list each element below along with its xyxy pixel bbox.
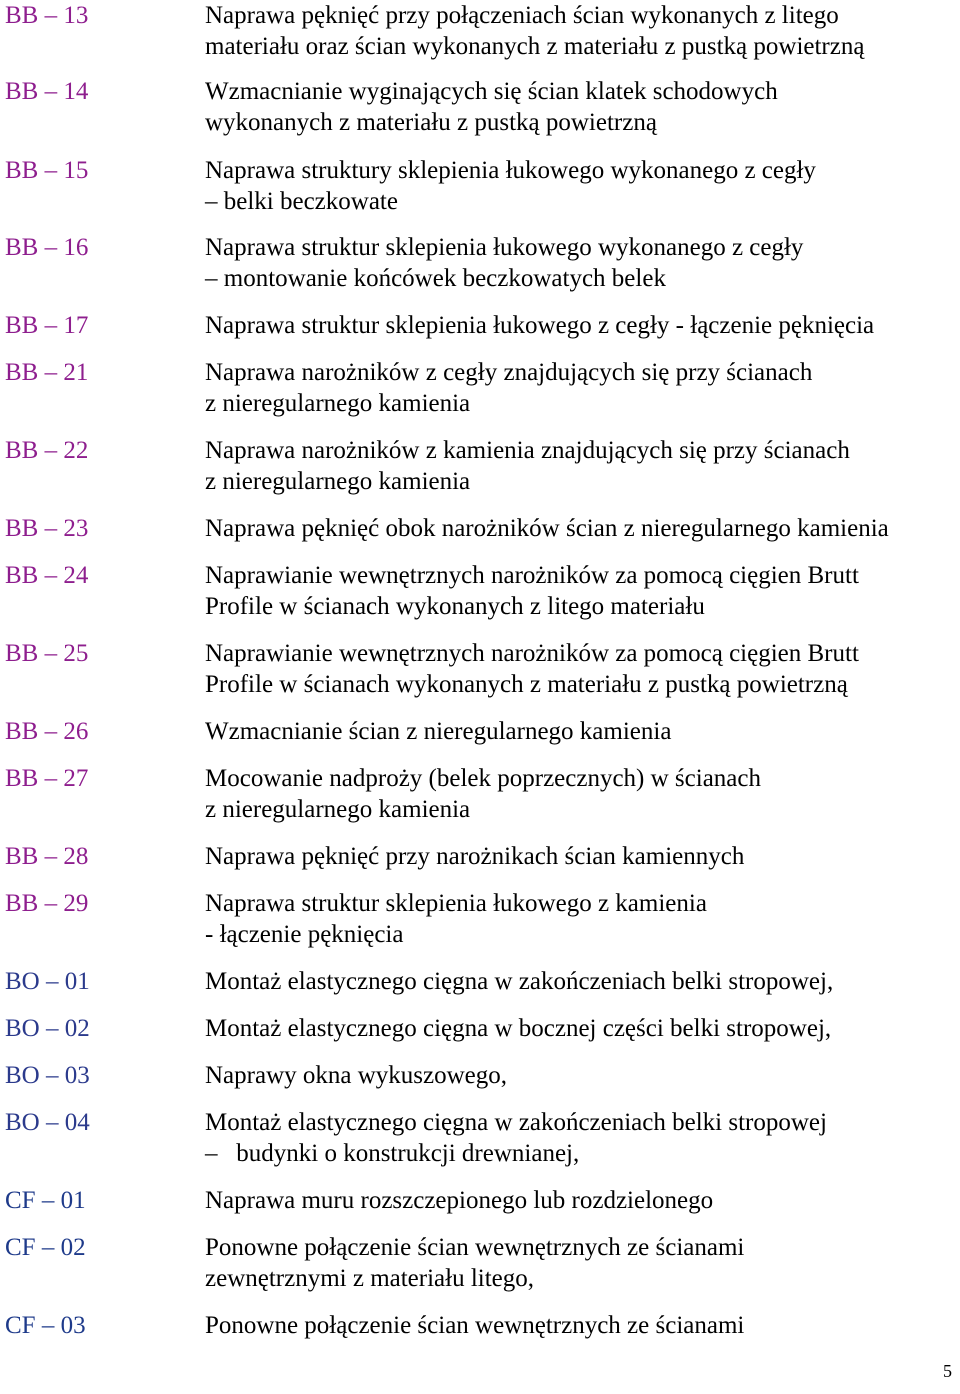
description-bb-13	[205, 0, 864, 62]
description-line: Ponowne połączenie ścian wewnętrznych ze ścianami	[205, 1312, 745, 1339]
description-bo-04	[205, 1107, 827, 1169]
code-bb-26: BB – 26	[5, 718, 89, 745]
code-bb-17: BB – 17	[5, 312, 89, 339]
description-line: Naprawa narożników z kamienia znajdujących się przy ścianach	[205, 437, 850, 464]
description-line: Naprawa muru rozszczepionego lub rozdzielonego	[205, 1187, 714, 1214]
description-cf-03	[205, 1310, 744, 1341]
code-cf-02: CF – 02	[5, 1234, 86, 1261]
code-cf-03: CF – 03	[5, 1312, 86, 1339]
description-line: Naprawa struktur sklepienia łukowego z kamienia	[205, 890, 707, 917]
description-line: Mocowanie nadproży (belek poprzecznych) w ścianach	[205, 765, 761, 792]
code-bb-25: BB – 25	[5, 640, 89, 667]
description-line: Profile w ścianach wykonanych z litego materiału	[205, 593, 705, 620]
description-line: z nieregularnego kamienia	[205, 468, 471, 495]
code-bb-23: BB – 23	[5, 515, 89, 542]
description-bb-28	[205, 841, 744, 872]
description-line: Naprawa narożników z cegły znajdujących się przy ścianach	[205, 359, 813, 386]
description-line: Naprawa pęknięć przy narożnikach ścian kamiennych	[205, 843, 745, 870]
description-line: – budynki o konstrukcji drewnianej,	[205, 1140, 580, 1167]
description-cf-02	[205, 1232, 744, 1294]
description-line: Naprawianie wewnętrznych narożników za pomocą cięgien Brutt	[205, 562, 859, 589]
description-bb-15	[205, 155, 816, 217]
description-line: Naprawianie wewnętrznych narożników za pomocą cięgien Brutt	[205, 640, 859, 667]
description-line: Montaż elastycznego cięgna w zakończeniach belki stropowej,	[205, 968, 834, 995]
code-bo-03: BO – 03	[5, 1062, 90, 1089]
description-line: zewnętrznymi z materiału litego,	[205, 1265, 535, 1292]
description-bb-22	[205, 435, 850, 497]
description-line: Naprawa struktur sklepienia łukowego wykonanego z cegły	[205, 234, 804, 261]
description-bb-23	[205, 513, 889, 544]
description-bo-02	[205, 1013, 831, 1044]
description-line: Naprawa struktury sklepienia łukowego wykonanego z cegły	[205, 157, 816, 184]
code-bb-28: BB – 28	[5, 843, 89, 870]
description-bb-16	[205, 232, 803, 294]
description-line: – belki beczkowate	[205, 188, 398, 215]
code-bo-01: BO – 01	[5, 968, 90, 995]
description-line: Montaż elastycznego cięgna w bocznej części belki stropowej,	[205, 1015, 832, 1042]
description-line: Naprawa pęknięć obok narożników ścian z nieregularnego kamienia	[205, 515, 889, 542]
description-line: materiału oraz ścian wykonanych z materiału z pustką powietrzną	[205, 33, 865, 60]
code-bb-29: BB – 29	[5, 890, 89, 917]
description-line: z nieregularnego kamienia	[205, 390, 471, 417]
description-line: Naprawa struktur sklepienia łukowego z cegły - łączenie pęknięcia	[205, 312, 875, 339]
code-cf-01: CF – 01	[5, 1187, 86, 1214]
description-line: - łączenie pęknięcia	[205, 921, 404, 948]
description-bb-21	[205, 357, 812, 419]
code-bb-16: BB – 16	[5, 234, 89, 261]
code-bb-24: BB – 24	[5, 562, 89, 589]
code-bb-27: BB – 27	[5, 765, 89, 792]
page-number: 5	[943, 1361, 952, 1381]
description-line: Naprawa pęknięć przy połączeniach ścian wykonanych z litego	[205, 2, 839, 29]
description-line: wykonanych z materiału z pustką powietrzną	[205, 109, 657, 136]
description-line: Wzmacnianie wyginających się ścian klatek schodowych	[205, 78, 778, 105]
description-bb-27	[205, 763, 761, 825]
description-bb-25	[205, 638, 859, 700]
description-bb-26	[205, 716, 671, 747]
description-line: Naprawy okna wykuszowego,	[205, 1062, 508, 1089]
description-line: z nieregularnego kamienia	[205, 796, 471, 823]
description-bb-24	[205, 560, 859, 622]
description-bb-17	[205, 310, 874, 341]
description-bo-03	[205, 1060, 507, 1091]
description-line: – montowanie końcówek beczkowatych belek	[205, 265, 666, 292]
code-bb-13: BB – 13	[5, 2, 89, 29]
description-line: Ponowne połączenie ścian wewnętrznych ze ścianami	[205, 1234, 745, 1261]
code-bb-22: BB – 22	[5, 437, 89, 464]
description-bb-29	[205, 888, 707, 950]
description-line: Profile w ścianach wykonanych z materiału z pustką powietrzną	[205, 671, 848, 698]
code-bb-14: BB – 14	[5, 78, 89, 105]
description-cf-01	[205, 1185, 713, 1216]
description-bb-14	[205, 76, 778, 138]
description-line: Wzmacnianie ścian z nieregularnego kamienia	[205, 718, 672, 745]
code-bb-21: BB – 21	[5, 359, 89, 386]
code-bb-15: BB – 15	[5, 157, 89, 184]
description-bo-01	[205, 966, 833, 997]
description-line: Montaż elastycznego cięgna w zakończeniach belki stropowej	[205, 1109, 827, 1136]
code-bo-02: BO – 02	[5, 1015, 90, 1042]
code-bo-04: BO – 04	[5, 1109, 90, 1136]
